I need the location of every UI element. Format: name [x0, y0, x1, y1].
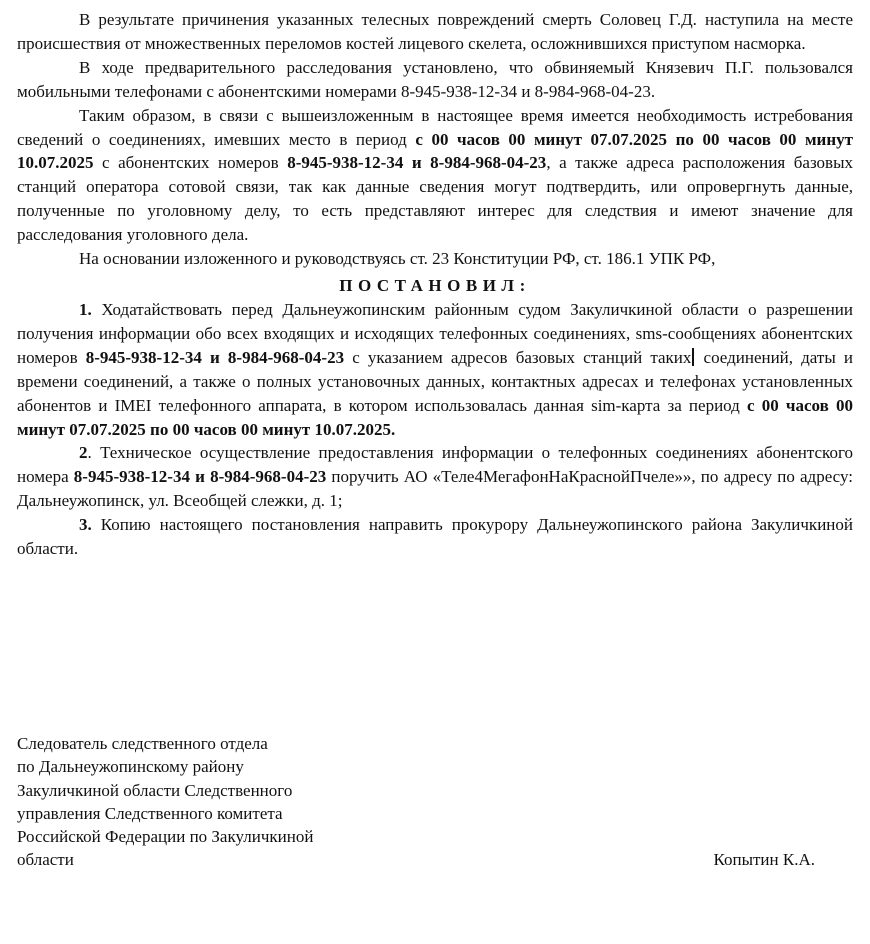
p3-text-3: , а также адреса расположения базовых станций оператора сотовой связи, так как данные сведения могут подтвердить, или опровергнуть данные, полученные по уголовному делу, то есть представляют интерес для следствия и имеют значение для расследования уголовного дела. [17, 153, 854, 245]
item-2-text-2: поручить АО «Теле4МегафонНаКраснойПчеле»», по адресу по адресу: Дальнеужопинск, ул. Всеобщей слежки, д. 1; [17, 467, 853, 511]
p3-text-2: с абонентских номеров [93, 153, 288, 173]
item-1-numbers-bold: 8-945-938-12-34 и 8-984-968-04-23 [85, 347, 345, 367]
p3-period-bold: с 00 часов 00 минут 07.07.2025 по 00 часов 00 минут 10.07.2025 [17, 129, 853, 173]
paragraph-request-need [17, 104, 853, 247]
item-2-number: 2 [79, 443, 88, 463]
item-1-number: 1. [79, 299, 92, 319]
resolution-heading: ПОСТАНОВИЛ: [339, 275, 531, 295]
item-1-text-1: Ходатайствовать перед Дальнеужопинским районным судом Закуличкиной области о разрешении получения информации обо всех входящих и исходящих телефонных соединениях, sms-сообщениях абонентских номеров [17, 299, 853, 367]
resolution-item-3 [17, 513, 853, 561]
signature-name: Копытин К.А. [713, 850, 815, 870]
p3-numbers-bold: 8-945-938-12-34 и 8-984-968-04-23 [287, 153, 547, 173]
signature-line: Закуличкиной области Следственного [17, 780, 293, 800]
signature-line: Российской Федерации по Закуличкиной [17, 827, 314, 847]
signature-line: управления Следственного комитета [17, 803, 283, 823]
resolution-item-2 [17, 441, 853, 513]
resolution-item-1 [17, 298, 853, 441]
item-3-text: Копию настоящего постановления направить прокурору Дальнеужопинского района Закуличкиной области. [17, 515, 853, 559]
document-page [17, 8, 853, 561]
p3-text-1: Таким образом, в связи с вышеизложенным в настоящее время имеется необходимость истребования сведений о соединениях, имевших место в период [17, 105, 853, 149]
paragraph-phone-usage: В ходе предварительного расследования установлено, что обвиняемый Князевич П.Г. пользовался мобильными телефонами с абонентскими номерами 8-945-938-12-34 и 8-984-968-04-23. [17, 57, 853, 101]
signature-line: области [17, 850, 74, 870]
paragraph-death-cause: В результате причинения указанных телесных повреждений смерть Соловец Г.Д. наступила на месте происшествия от множественных переломов костей лицевого скелета, осложнившихся приступом насморка. [17, 10, 853, 53]
item-1-text-2b: соединений, даты и времени соединений, а также о полных установочных данных, контактных адресах и телефонах установленных абонентов и IMEI телефонного аппарата, в котором использовалась данная sim-карта за период [17, 347, 853, 415]
item-2-text-1: . Техническое осуществление предоставления информации о телефонных соединениях абонентского номера [17, 443, 853, 487]
item-3-number: 3. [79, 515, 92, 535]
signature-block [17, 732, 853, 872]
signature-line: Следователь следственного отдела [17, 734, 268, 753]
paragraph-legal-basis: На основании изложенного и руководствуясь ст. 23 Конституции РФ, ст. 186.1 УПК РФ, [79, 249, 716, 269]
item-1-period-bold: с 00 часов 00 минут 07.07.2025 по 00 часов 00 минут 10.07.2025. [17, 395, 853, 439]
signature-line: по Дальнеужопинскому району [17, 757, 244, 777]
item-1-text-2a: с указанием адресов базовых станций таких [344, 347, 692, 367]
item-2-numbers-bold: 8-945-938-12-34 и 8-984-968-04-23 [73, 467, 327, 487]
signature-position [17, 732, 417, 872]
